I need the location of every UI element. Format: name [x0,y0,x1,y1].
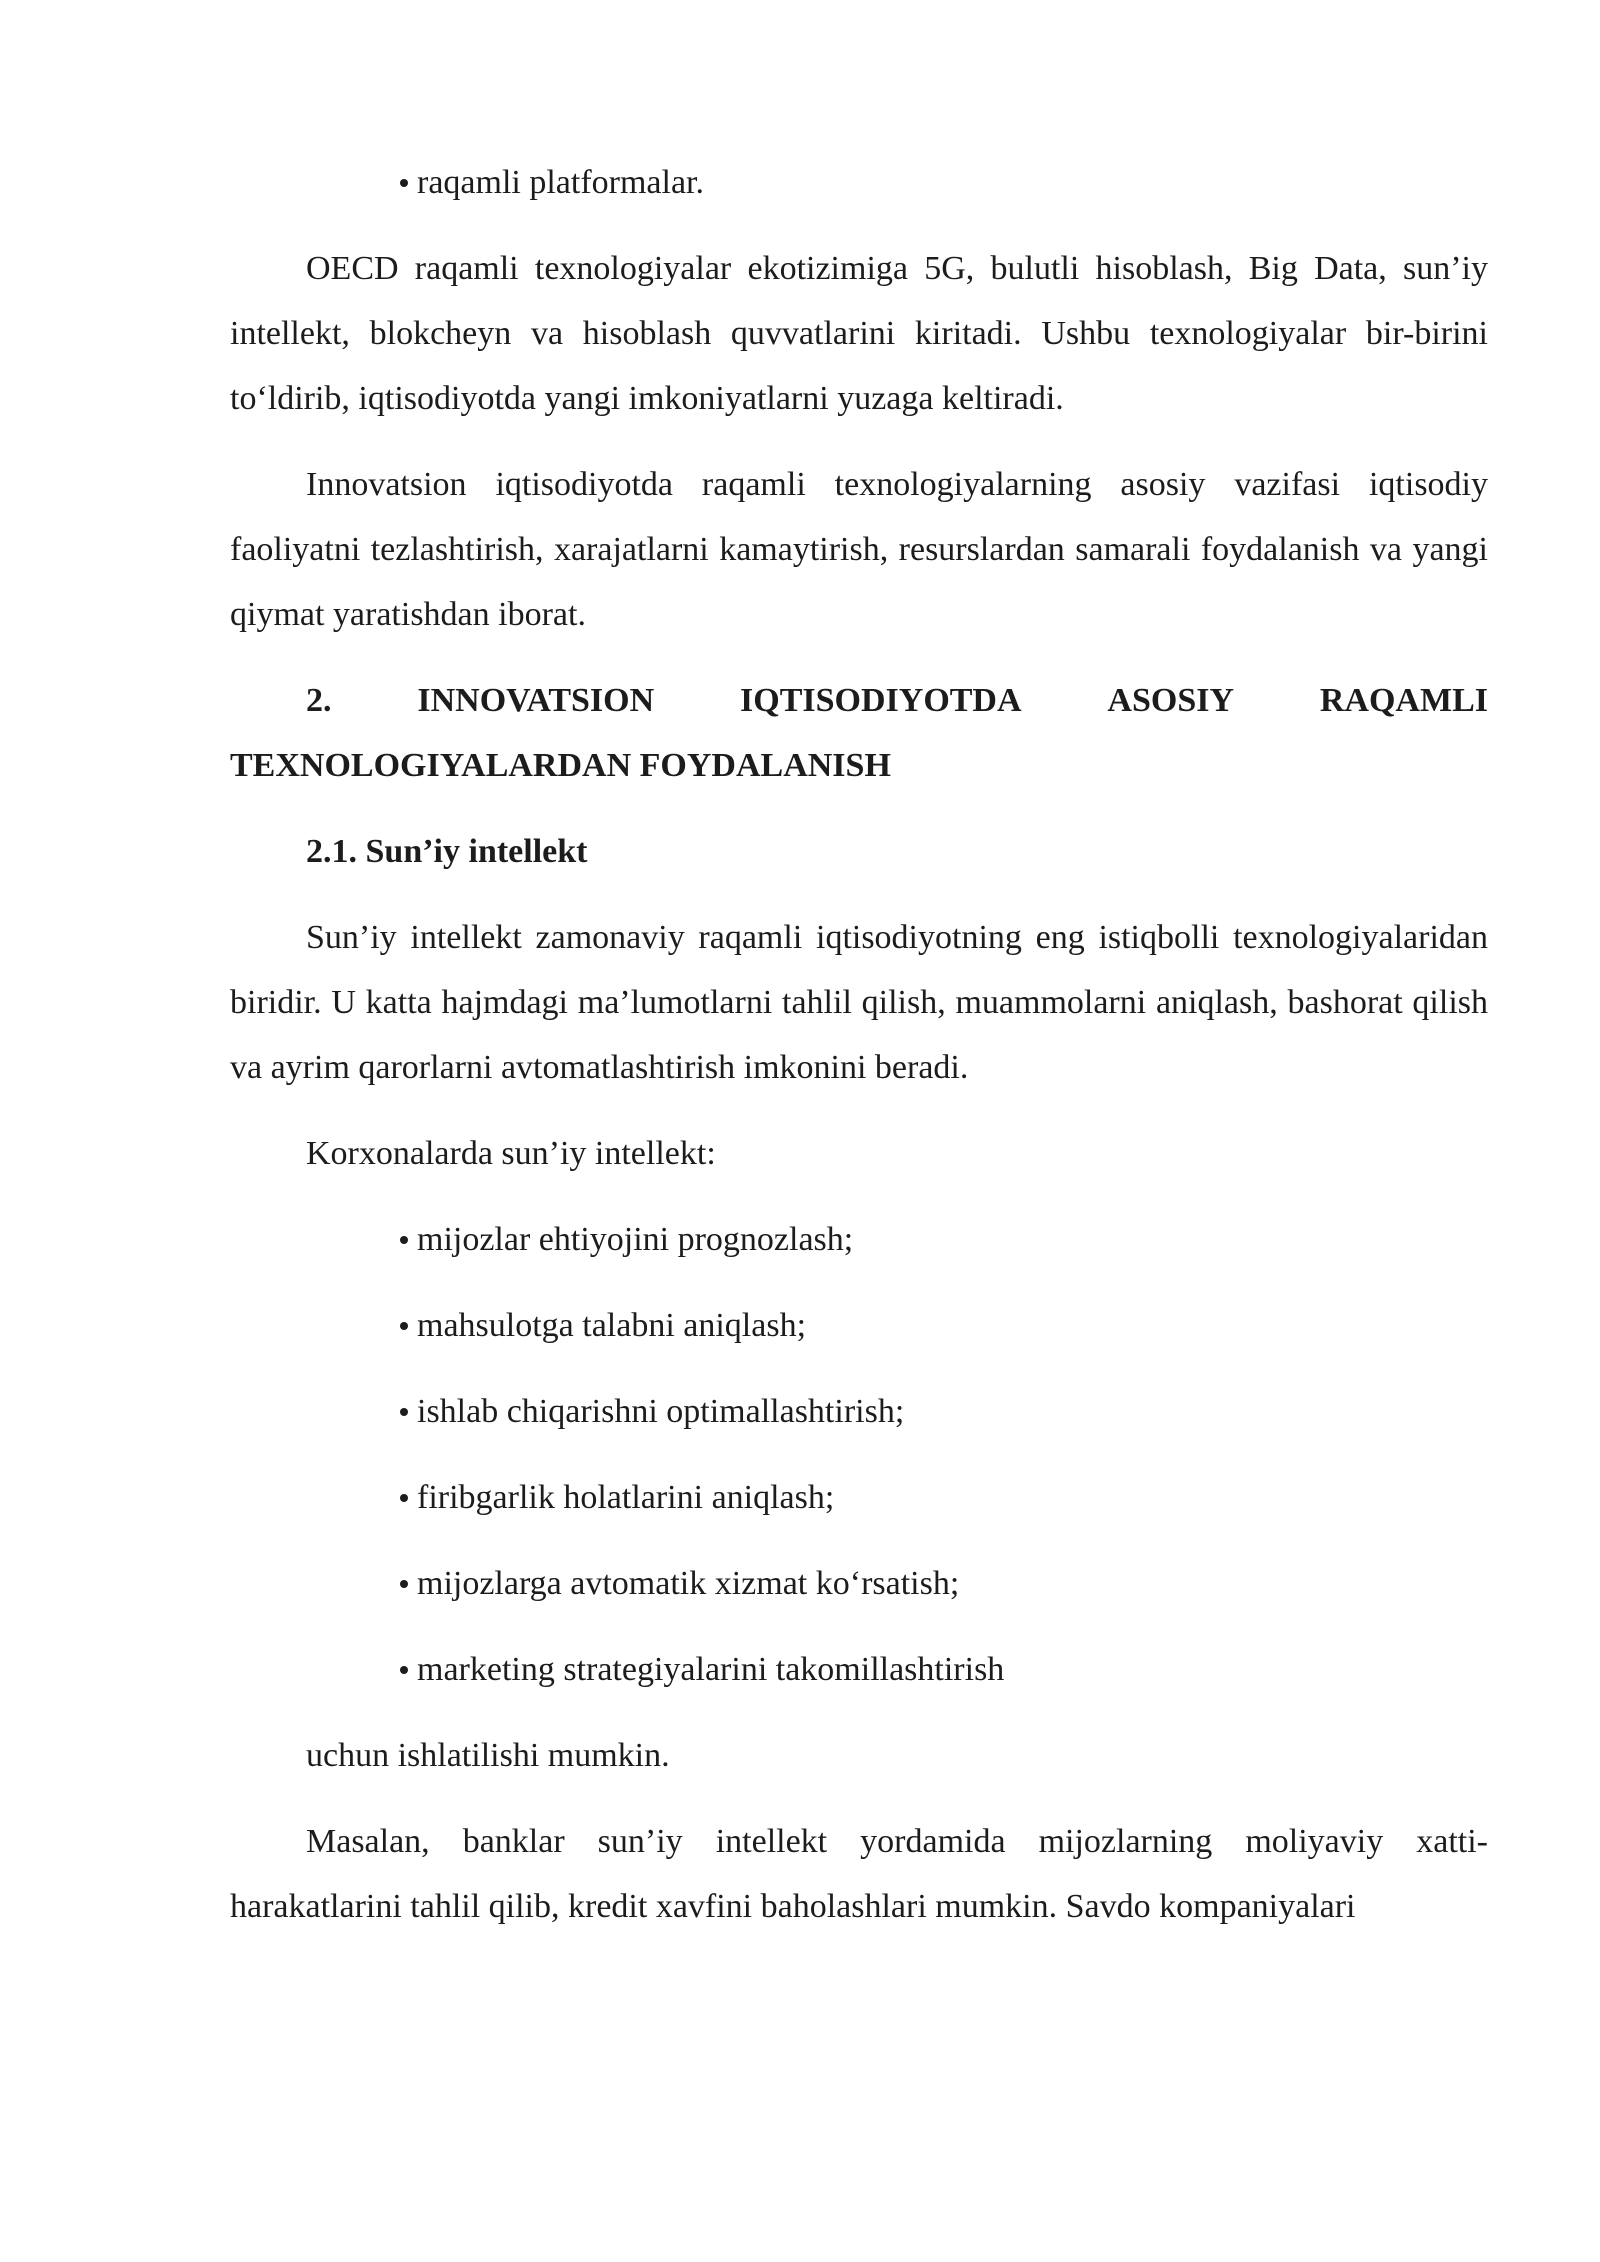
bullet-text: marketing strategiyalarini takomillashtirish [417,1651,1005,1688]
bullet-item [230,1207,1488,1272]
paragraph-oecd: OECD raqamli texnologiyalar ekotizimiga 5G, bulutli hisoblash, Big Data, sun’iy intellekt, blokcheyn va hisoblash quvvatlarini kiritadi. Ushbu texnologiyalar bir-birini to‘ldirib, iqtisodiyotda yangi imkoniyatlarni yuzaga keltiradi. [230,250,1488,417]
bullet-item [230,1379,1488,1444]
bullet-text: mijozlarga avtomatik xizmat ko‘rsatish; [417,1565,960,1602]
bullet-item [230,1637,1488,1702]
bullet-dot-icon [400,1580,408,1588]
subsection-heading: 2.1. Sun’iy intellekt [306,833,588,870]
section-heading-word: INNOVATSION [417,682,655,719]
bullet-text: mahsulotga talabni aniqlash; [417,1307,807,1344]
bullet-item [230,1551,1488,1616]
page-content [230,150,1488,1939]
paragraph-ai-intro: Sun’iy intellekt zamonaviy raqamli iqtisodiyotning eng istiqbolli texnologiyalaridan biridir. U katta hajmdagi ma’lumotlarni tahlil qilish, muammolarni aniqlash, bashorat qilish va ayrim qarorlarni avtomatlashtirish imkonini beradi. [230,919,1488,1086]
section-heading-word: RAQAMLI [1319,682,1488,719]
bullet-dot-icon [400,1494,408,1502]
section-heading [230,668,1488,798]
bullet-item [230,150,1488,215]
bullet-item [230,1465,1488,1530]
section-heading-line1 [230,668,1488,733]
bullet-text: firibgarlik holatlarini aniqlash; [417,1479,835,1516]
bullet-text: raqamli platformalar. [417,164,704,201]
bullet-dot-icon [400,1236,408,1244]
bullet-dot-icon [400,1408,408,1416]
bullet-item [230,1293,1488,1358]
section-number: 2. [306,682,332,719]
paragraph-masalan: Masalan, banklar sun’iy intellekt yordamida mijozlarning moliyaviy xatti-harakatlarini tahlil qilib, kredit xavfini baholashlari mumkin. Savdo kompaniyalari [230,1823,1488,1925]
bullet-text: mijozlar ehtiyojini prognozlash; [417,1221,854,1258]
paragraph-uchun: uchun ishlatilishi mumkin. [306,1737,670,1774]
section-heading-word: ASOSIY [1107,682,1235,719]
paragraph-korxonalarda: Korxonalarda sun’iy intellekt: [306,1135,716,1172]
bullet-text: ishlab chiqarishni optimallashtirish; [417,1393,905,1430]
section-heading-line2: TEXNOLOGIYALARDAN FOYDALANISH [230,747,891,784]
bullet-dot-icon [400,179,408,187]
paragraph-innovatsion: Innovatsion iqtisodiyotda raqamli texnologiyalarning asosiy vazifasi iqtisodiy faoliyatni tezlashtirish, xarajatlarni kamaytirish, resurslardan samarali foydalanish va yangi qiymat yaratishdan iborat. [230,466,1488,633]
section-heading-word: IQTISODIYOTDA [740,682,1022,719]
bullet-dot-icon [400,1322,408,1330]
bullet-dot-icon [400,1666,408,1674]
